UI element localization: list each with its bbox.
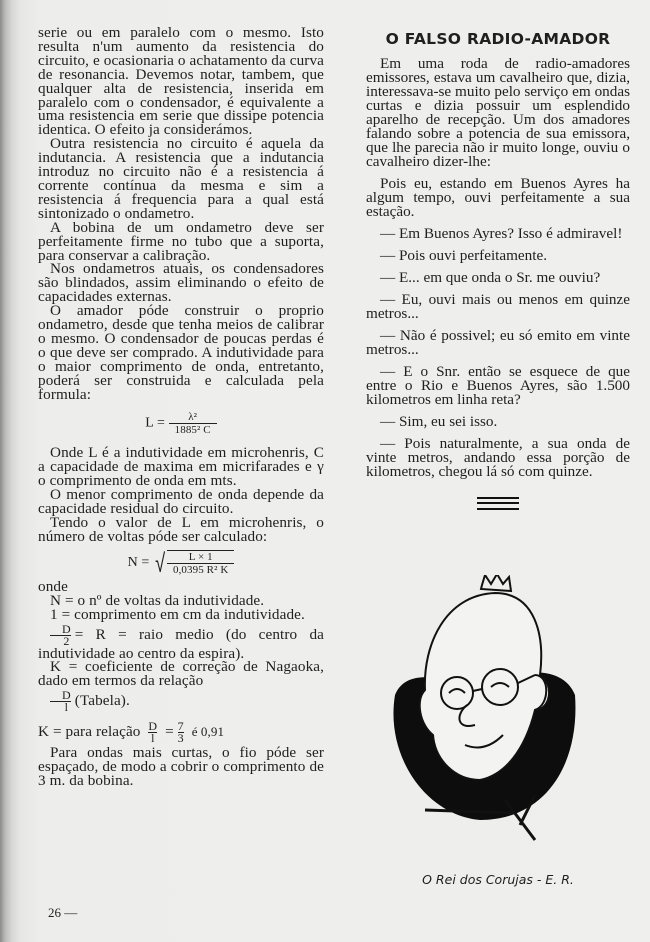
ratio-text: (Tabela). [74,692,130,710]
formula-fraction [169,411,217,436]
formula-fraction [167,551,234,576]
dialogue-line: Pois eu, estando em Buenos Ayres ha algum tempo, ouvi perfeitamente a sua estação. [366,175,630,220]
caricature-illustration [385,575,585,845]
fraction-bottom: l [64,700,69,715]
formula-numerator: L × 1 [167,551,234,564]
story-intro: Em uma roda de radio-amadores emissores, estava um cavalheiro que, dizia, interessava-se muito pelo serviço em ondas curtas e dizia possuir um esplendido aparelho de recepção. Um dos amadores falando sobre a potencia de sua emissora, que lhe parecia não ir muito longe, ouviu o cavalheiro dizer-lhe: [366,55,630,170]
paragraph: A bobina de um ondametro deve ser perfeitamente firme no tubo que a suporta, para conservar a calibração. [38,218,324,264]
dialogue-line: — E... em que onda o Sr. me ouviu? [380,269,601,286]
fraction-bottom: l [151,731,155,746]
dialogue-line: — Em Buenos Ayres? Isso é admiravel! [380,225,623,242]
illustration-caption: O Rei dos Corujas - E. R. [422,872,574,887]
paragraph: Onde L é a indutividade em microhenris, C a capacidade de maxima em micrifarades e γ o comprimento de onda em mts. [38,444,324,490]
paragraph: Outra resistencia no circuito é aquela da indutancia. A resistencia que a indutancia introduz no circuito não é a resistencia á corrente contínua da mesma e sim a resistencia á frequencia para a qual está sintonizado o ondametro. [38,135,324,222]
fraction-top: 7 [177,719,184,734]
equals-sign: = [165,723,174,741]
fraction-bottom: 3 [177,731,184,746]
radical-sign-icon: √ [155,547,166,578]
radicand [167,550,234,576]
d-over-l-fraction [50,690,71,713]
k-line-prefix: K = para relação [38,723,141,741]
paragraph: serie ou em paralelo com o mesmo. Isto resulta n'um aumento da resistencia do circuito, e ocasionaria o achatamento da curva de resonancia. Devemos notar, tambem, que qualquer alta de resistencia, inserida em paralelo com o condensador, é equivalente a uma resistencia em serie que dissipe potencia identica. O efeito ja considerámos. [38,24,324,139]
k-value-line [38,721,324,744]
formula-denominator: 0,0395 R² K [172,563,229,576]
d-over-2-fraction [50,621,71,648]
dialogue-line: — E o Snr. então se esquece de que entre o Rio e Buenos Ayres, são 1.500 kilometros em linha reta? [366,363,630,408]
dialogue-line: — Sim, eu sei isso. [380,413,498,430]
inductance-formula [38,411,324,436]
paragraph: Para ondas mais curtas, o fio póde ser espaçado, de modo a cobrir o comprimento de 3 m. da bobina. [38,744,324,790]
paragraph: O menor comprimento de onda depende da capacidade residual do circuito. [38,486,324,518]
paragraph: Nos ondametros atuais, os condensadores são blindados, assim eliminando o efeito de capacidades externas. [38,260,324,306]
fraction-top: D [50,690,71,702]
definition-R [38,621,324,662]
k-value: é 0,91 [191,724,225,740]
seven-thirds-fraction [178,721,184,744]
definition-l: 1 = comprimento em cm da indutividade. [50,605,305,623]
dialogue-line: — Não é possivel; eu só emito em vinte metros... [366,327,630,358]
fraction-top: D [50,624,71,636]
dialogue-line: — Pois ouvi perfeitamente. [380,247,548,264]
turns-formula [38,547,324,578]
fraction-top: D [148,719,158,734]
definition-K: K = coeficiente de correção de Nagaoka, dado em termos da relação [38,658,324,690]
ratio-reference [38,690,324,713]
d-over-l-fraction [148,721,157,744]
page-number: 26 — [48,905,78,920]
onde-label: onde [38,577,68,595]
square-root [153,547,234,578]
section-divider [477,497,519,510]
definition-R-text: = R = raio medio (do centro da indutividade ao centro da espira). [38,625,324,662]
definition-N: N = o nº de voltas da indutividade. [50,591,265,609]
formula-denominator: 1885² C [174,424,211,437]
dialogue-line: — Pois naturalmente, a sua onda de vinte metros, andando essa porção de kilometros, chegou lá só com quinze. [366,435,630,480]
fraction-bottom: 2 [63,633,70,648]
right-column-story [366,30,630,510]
paragraph: Tendo o valor de L em microhenris, o número de voltas póde ser calculado: [38,514,324,545]
paragraph: O amador póde construir o proprio ondametro, desde que tenha meios de calibrar o mesmo. O condensador de poucas perdas é o que deve ser comprado. A indutividade para o maior comprimento de onda, entretanto, poderá ser construida e calculada pela formula: [38,302,324,403]
formula-numerator: λ² [169,411,217,424]
formula-lhs: N = [127,555,150,571]
dialogue-line: — Eu, ouvi mais ou menos em quinze metros... [366,291,630,322]
left-column-article [38,26,324,788]
crown-icon [481,575,511,591]
story-title: O FALSO RADIO-AMADOR [385,30,611,48]
formula-lhs: L = [145,416,166,432]
